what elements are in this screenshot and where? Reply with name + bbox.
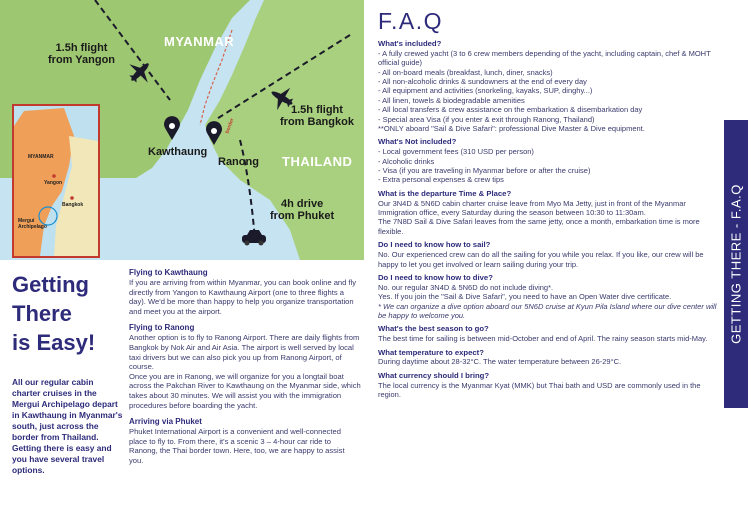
thailand-label: THAILAND [282,154,353,169]
route-map [0,0,364,260]
faq-answer: The local currency is the Myanmar Kyat (MMK) but Thai bath and USD are commonly used in the region. [378,380,701,399]
faq-answer: - A fully crewed yacht (3 to 6 crew members depending of the yacht, including captain, chef & MOHT official guide) [378,48,711,68]
kawthaung-label: Kawthaung [148,146,208,158]
inset-myanmar-label: MYANMAR [28,154,54,160]
ranong-text: Another option is to fly to Ranong Airport. There are daily flights from Bangkok by Nok Air and Air Asia. The airport is well served by local taxi drivers but we can also pick you up from Ranong Airport, of course. Once you are in Ranong, we will organize for you a longtail boat across the Pakchan River to Kawthaung on the Myanmar side, which takes about 30 minutes. We will assist you with the immigration procedures before boarding the yacht. [129,333,361,410]
faq-answer: **ONLY aboard "Sail & Dive Safari": professional Dive Master & Dive equipment. [378,124,645,134]
faq-answer: - All linen, towels & biodegradable amenities [378,95,525,105]
faq-title: F.A.Q [378,8,444,34]
faq-answer: - Local government fees (310 USD per person) [378,147,534,157]
kawthaung-heading: Flying to Kawthaung [129,268,208,277]
faq-answer: - All on-board meals (breakfast, lunch, diner, snacks) [378,67,553,77]
phuket-text: Phuket International Airport is a convenient and well-connected place to fly to. From there, it's a scenic 3 – 4-hour car ride to Ranong, the Thai border town. Here, too, we are happy to assist you. [129,427,345,465]
faq-answer: No. Our experienced crew can do all the sailing for you while you relax. If you like, our crew will be happy to let you get involved or learn sailing during your trip. [378,250,704,269]
ranong-heading: Flying to Ranong [129,323,195,333]
faq-answer: - Extra personal expenses & crew tips [378,175,504,185]
border-label: border [224,117,236,135]
inset-yangon-label: Yangon [44,180,63,186]
faq-answer: - Special area Visa (if you enter & exit through Ranong, Thailand) [378,114,595,124]
faq-answer: - Alcoholic drinks [378,156,435,166]
myanmar-label: MYANMAR [164,34,235,49]
faq-answer: - All non-alcoholic drinks & sundowners at the end of every day [378,77,587,87]
drive-phuket-label: 4h drive from Phuket [270,198,335,222]
transport-options [129,268,361,466]
faq-section [378,8,720,399]
faq-question: What temperature to expect? [378,347,484,357]
faq-question: What's Not included? [378,137,457,147]
faq-question: Do I need to know how to sail? [378,240,491,250]
faq-question: Do I need to know how to dive? [378,272,493,282]
intro-text: All our regular cabin charter cruises in the Mergui Archipelago depart in Kawthaung in Myanmar's south, just across the border from Thailand. Getting there is easy and you have several travel options. [12,377,123,475]
faq-answer: During daytime about 28-32°C. The water temperature between 26-29°C. [378,357,622,367]
sidebar-label: GETTING THERE - F.A.Q [728,184,744,344]
ranong-label: Ranong [218,156,259,168]
faq-question: What's the best season to go? [378,324,489,334]
inset-mergui-label: Mergui Archipelago [18,218,47,230]
faq-answer: - Visa (if you are traveling in Myanmar before or after the cruise) [378,166,591,176]
phuket-heading: Arriving via Phuket [129,417,202,427]
faq-answer: - All equipment and activities (snorkeling, kayaks, SUP, dinghy...) [378,86,593,96]
faq-answer: Our 3N4D & 5N6D cabin charter cruise leave from Myo Ma Jetty, just in front of the Myanmar Immigration office, every Saturday during the season between 10:30 to 11:30am. [378,198,686,218]
faq-answer: Yes. If you join the "Sail & Dive Safari", you need to have an Open Water dive certificate. [378,292,672,302]
faq-answer: The 7N8D Sail & Dive Safari leaves from the same jetty, once a month, embarkation time is more flexible. [378,217,700,236]
flight-yangon-label: 1.5h flight from Yangon [48,42,116,66]
kawthaung-text: If you are arriving from within Myanmar, you can book online and fly directly from Yangon to Kawthaung Airport (one to three flights a day). We'd be more than happy to help you organize transportation and meet you at the airport. [129,278,357,316]
page-headline: Getting There is Easy! [12,272,96,355]
car-icon [242,230,266,246]
faq-answer: - All local transfers & crew assistance on the embarkation & disembarkation day [378,105,643,115]
faq-answer: No. our regular 3N4D & 5N6D do not include diving*. [378,282,554,292]
inset-bangkok-label: Bangkok [62,202,84,208]
faq-question: What is the departure Time & Place? [378,188,512,198]
region-inset-map [12,104,100,258]
flight-bangkok-label: 1.5h flight from Bangkok [280,104,354,128]
faq-note: * We can organize a dive option aboard our 5N6D cruise at Kyun Pila Island where our dive center will be happy to welcome you. [378,301,717,320]
faq-question: What's included? [378,39,442,48]
faq-question: What currency should I bring? [378,370,490,380]
faq-answer: The best time for sailing is between mid-October and end of April. The rainy season starts mid-May. [378,334,708,344]
